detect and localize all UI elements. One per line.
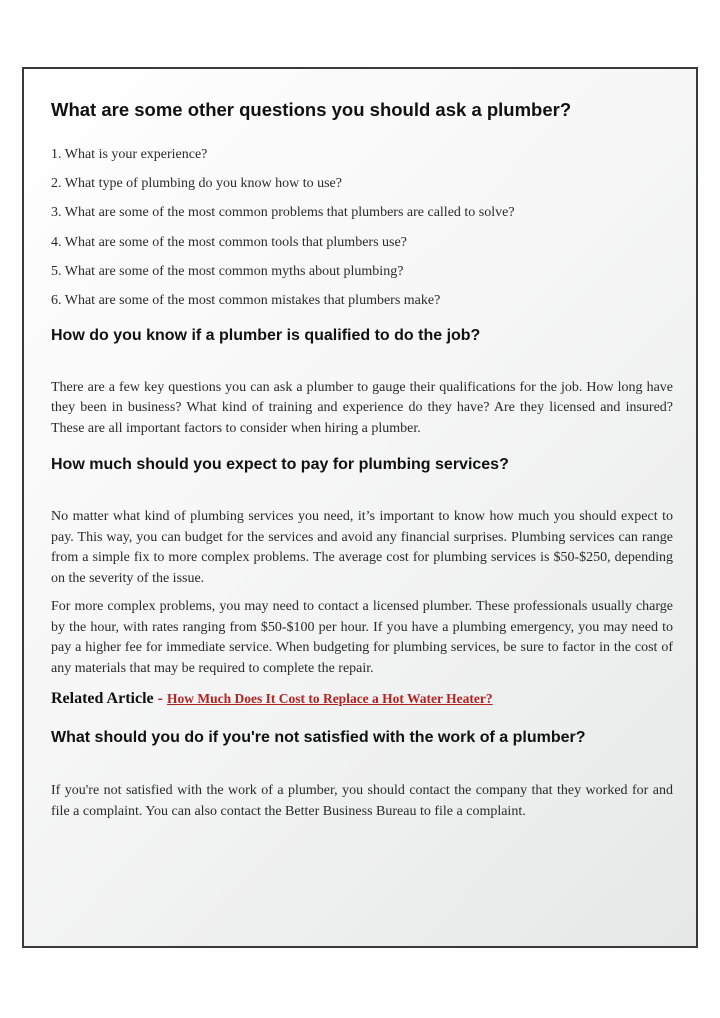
page-title: What are some other questions you should ask a plumber? bbox=[51, 99, 572, 120]
related-article bbox=[51, 688, 673, 710]
list-item: 2. What type of plumbing do you know how to use? bbox=[51, 176, 342, 192]
list-item: 3. What are some of the most common problems that plumbers are called to solve? bbox=[51, 205, 515, 221]
related-article-link[interactable]: How Much Does It Cost to Replace a Hot Water Heater? bbox=[166, 691, 493, 707]
paragraph-cost-2: For more complex problems, you may need to contact a licensed plumber. These professionals usually charge by the hour, with rates ranging from $50-$100 per hour. If you have a plumbing emergency, you may need to pay a higher fee for immediate service. When budgeting for plumbing services, be sure to factor in the cost of any materials that may be required to complete the repair. bbox=[51, 599, 673, 676]
section-heading-qualified: How do you know if a plumber is qualified to do the job? bbox=[51, 326, 481, 344]
list-item: 4. What are some of the most common tools that plumbers use? bbox=[51, 234, 407, 250]
list-item: 5. What are some of the most common myths about plumbing? bbox=[51, 263, 404, 279]
list-item: 6. What are some of the most common mistakes that plumbers make? bbox=[51, 292, 441, 308]
related-article-label: Related Article bbox=[51, 690, 154, 708]
section-heading-cost: How much should you expect to pay for plumbing services? bbox=[51, 456, 509, 474]
paragraph-qualified: There are a few key questions you can ask a plumber to gauge their qualifications for the job. How long have they been in business? What kind of training and experience do they have? Are they licensed and insured? These are all important factors to consider when hiring a plumber. bbox=[51, 379, 673, 436]
paragraph-cost-1: No matter what kind of plumbing services you need, it’s important to know how much you should expect to pay. This way, you can budget for the services and avoid any financial surprises. Plumbing services can range from a simple fix to more complex problems. The average cost for plumbing services is $50-$250, depending on the severity of the issue. bbox=[51, 509, 673, 586]
list-item: 1. What is your experience? bbox=[51, 147, 208, 162]
article-content bbox=[51, 97, 673, 822]
paragraph-not-satisfied: If you're not satisfied with the work of a plumber, you should contact the company that they worked for and file a complaint. You can also contact the Better Business Bureau to file a complaint. bbox=[51, 783, 673, 819]
related-article-separator: - bbox=[153, 690, 167, 708]
article-frame bbox=[22, 67, 698, 948]
questions-list bbox=[51, 145, 673, 311]
section-heading-not-satisfied: What should you do if you're not satisfied with the work of a plumber? bbox=[51, 729, 586, 747]
